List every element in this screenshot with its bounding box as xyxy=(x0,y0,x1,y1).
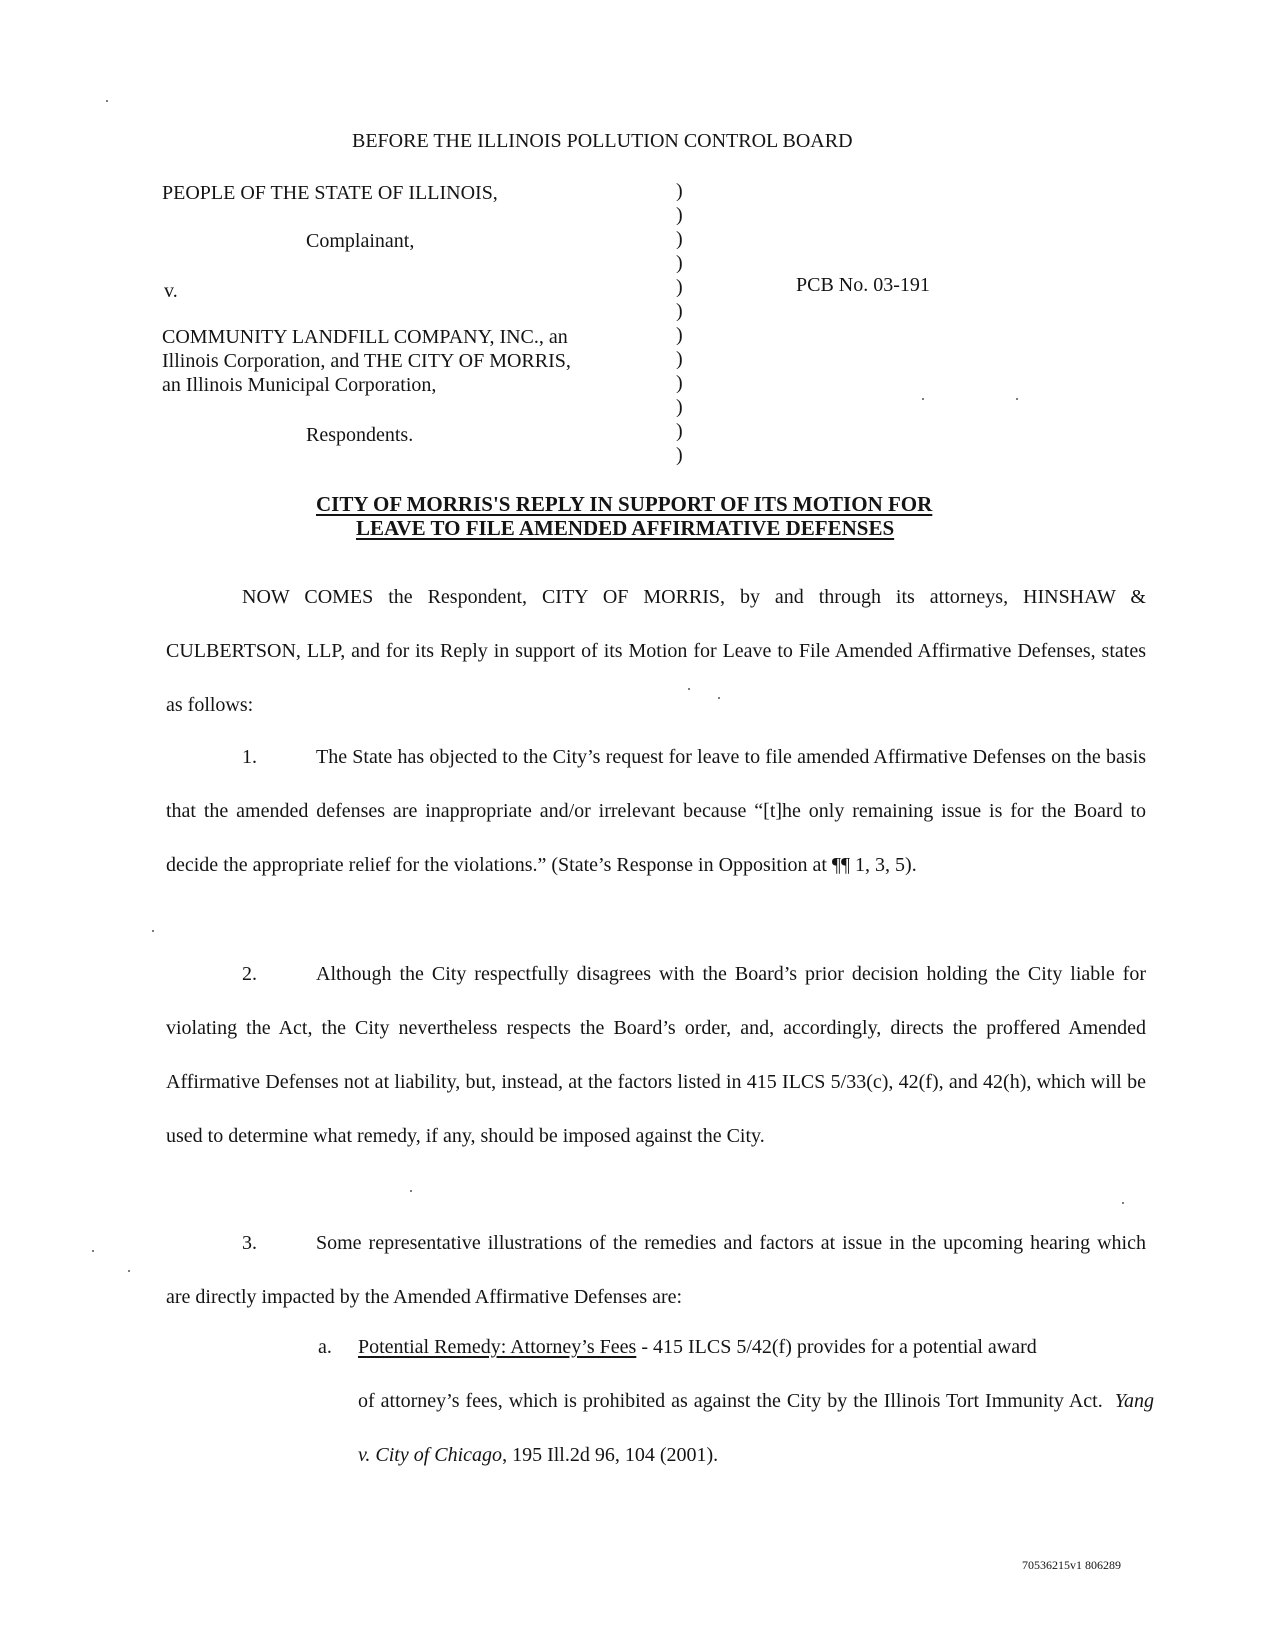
caption-paren: ) xyxy=(676,300,683,322)
caption-paren: ) xyxy=(676,180,683,202)
defendant-line-2: Illinois Corporation, and THE CITY OF MORRIS, xyxy=(162,350,571,372)
document-title-line-2: LEAVE TO FILE AMENDED AFFIRMATIVE DEFENSES xyxy=(356,516,895,540)
subparagraph-a-body xyxy=(358,1374,1154,1482)
caption-paren: ) xyxy=(676,348,683,370)
plaintiff-name: PEOPLE OF THE STATE OF ILLINOIS, xyxy=(162,182,498,204)
caption-paren: ) xyxy=(676,228,683,250)
versus: v. xyxy=(164,280,178,302)
case-number: PCB No. 03-191 xyxy=(796,274,930,296)
numbered-paragraph xyxy=(166,947,1146,1163)
numbered-paragraph xyxy=(166,730,1146,892)
case-citation: , 195 Ill.2d 96, 104 (2001). xyxy=(502,1444,719,1466)
numbered-paragraph xyxy=(166,1216,1146,1324)
document-title-line-1: CITY OF MORRIS'S REPLY IN SUPPORT OF ITS MOTION FOR xyxy=(316,492,933,516)
paragraph-number: 3. xyxy=(242,1232,257,1254)
plaintiff-role: Complainant, xyxy=(306,230,415,252)
subparagraph-text-line-1: - 415 ILCS 5/42(f) provides for a potential award xyxy=(636,1336,1037,1358)
caption-paren: ) xyxy=(676,444,683,466)
caption-paren: ) xyxy=(676,276,683,298)
subparagraph-text: of attorney’s fees, which is prohibited as against the City by the Illinois Tort Immunity Act. xyxy=(358,1390,1103,1412)
paragraph-text: Some representative illustrations of the remedies and factors at issue in the upcoming hearing which are directly impacted by the Amended Affirmative Defenses are: xyxy=(166,1232,1146,1308)
case-citation-name: Yang v. City of Chicago xyxy=(358,1390,1154,1466)
caption-paren: ) xyxy=(676,252,683,274)
caption-paren: ) xyxy=(676,420,683,442)
board-title: BEFORE THE ILLINOIS POLLUTION CONTROL BOARD xyxy=(352,130,853,152)
caption-paren: ) xyxy=(676,324,683,346)
paragraph-text: Although the City respectfully disagrees with the Board’s prior decision holding the City liable for violating the Act, the City nevertheless respects the Board’s order, and, accordingly, directs the proffered Amended Affirmative Defenses not at liability, but, instead, at the factors listed in 415 ILCS 5/33(c), 42(f), and 42(h), which will be used to determine what remedy, if any, should be imposed against the City. xyxy=(166,963,1146,1147)
caption-paren: ) xyxy=(676,396,683,418)
subparagraph-letter: a. xyxy=(318,1336,332,1358)
defendant-role: Respondents. xyxy=(306,424,414,446)
defendant-line-3: an Illinois Municipal Corporation, xyxy=(162,374,437,396)
paragraph-number: 2. xyxy=(242,963,257,985)
document-id: 70536215v1 806289 xyxy=(1022,1558,1121,1572)
intro-paragraph: NOW COMES the Respondent, CITY OF MORRIS, by and through its attorneys, HINSHAW & CULBERTSON, LLP, and for its Reply in support of its Motion for Leave to File Amended Affirmative Defenses, states as follows: xyxy=(166,586,1146,716)
caption-paren: ) xyxy=(676,204,683,226)
subparagraph-heading: Potential Remedy: Attorney’s Fees xyxy=(358,1336,637,1358)
defendant-line-1: COMMUNITY LANDFILL COMPANY, INC., an xyxy=(162,326,568,348)
caption-paren: ) xyxy=(676,372,683,394)
paragraph-number: 1. xyxy=(242,746,257,768)
subparagraph-a-first-line xyxy=(318,1320,1154,1374)
paragraph-text: The State has objected to the City’s request for leave to file amended Affirmative Defenses on the basis that the amended defenses are inappropriate and/or irrelevant because “[t]he only remaining issue is for the Board to decide the appropriate relief for the violations.” (State’s Response in Opposition at ¶¶ 1, 3, 5). xyxy=(166,746,1146,876)
